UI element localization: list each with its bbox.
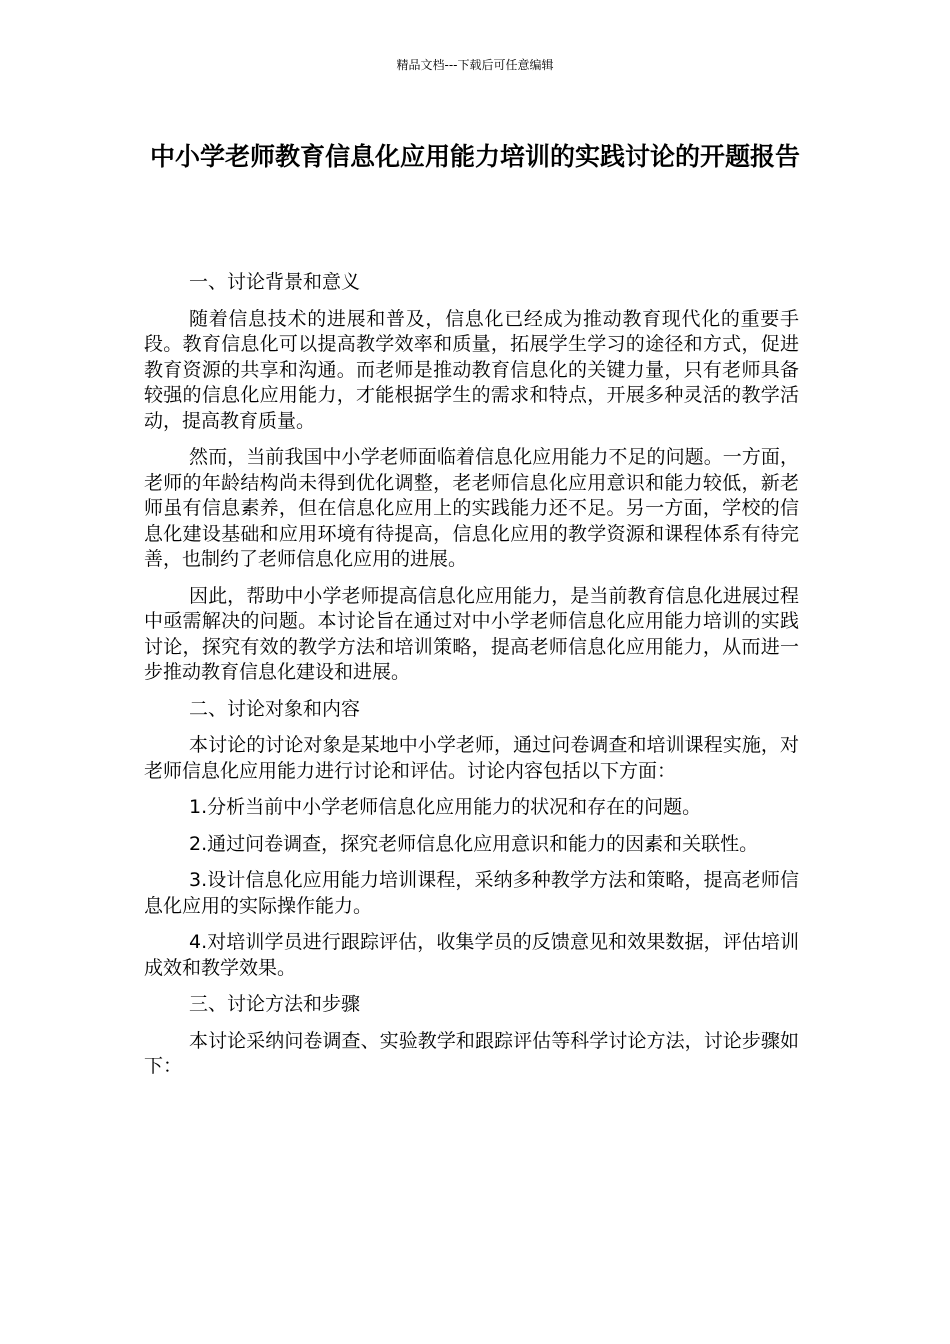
body-paragraph: 本讨论采纳问卷调查、实验教学和跟踪评估等科学讨论方法，讨论步骤如下： <box>144 1029 799 1077</box>
section-objects-content <box>144 697 799 982</box>
body-paragraph: 随着信息技术的进展和普及，信息化已经成为推动教育现代化的重要手段。教育信息化可以提高教学效率和质量，拓展学生学习的途径和方式，促进教育资源的共享和沟通。而老师是推动教育信息化的关键力量，只有老师具备较强的信息化应用能力，才能根据学生的需求和特点，开展多种灵活的教学活动，提高教育质量。 <box>144 307 799 432</box>
list-item: 4.对培训学员进行跟踪评估，收集学员的反馈意见和效果数据，评估培训成效和教学效果。 <box>144 931 799 979</box>
body-paragraph: 本讨论的讨论对象是某地中小学老师，通过问卷调查和培训课程实施，对老师信息化应用能力进行讨论和评估。讨论内容包括以下方面： <box>144 734 799 782</box>
header-note: 精品文档---下载后可任意编辑 <box>396 58 554 72</box>
section-methods-steps <box>144 992 799 1080</box>
document-title: 中小学老师教育信息化应用能力培训的实践讨论的开题报告 <box>149 142 800 171</box>
list-item: 2.通过问卷调查，探究老师信息化应用意识和能力的因素和关联性。 <box>189 832 759 855</box>
section-heading: 二、讨论对象和内容 <box>189 697 361 720</box>
section-background <box>144 270 799 686</box>
document-body <box>144 270 799 1091</box>
list-item: 1.分析当前中小学老师信息化应用能力的状况和存在的问题。 <box>189 796 702 818</box>
section-heading: 一、讨论背景和意义 <box>189 271 361 293</box>
list-item: 3.设计信息化应用能力培训课程，采纳多种教学方法和策略，提高老师信息化应用的实际操作能力。 <box>144 869 799 917</box>
body-paragraph: 因此，帮助中小学老师提高信息化应用能力，是当前教育信息化进展过程中亟需解决的问题。本讨论旨在通过对中小学老师信息化应用能力培训的实践讨论，探究有效的教学方法和培训策略，提高老师信息化应用能力，从而进一步推动教育信息化建设和进展。 <box>144 584 799 683</box>
section-heading: 三、讨论方法和步骤 <box>189 993 361 1015</box>
body-paragraph: 然而，当前我国中小学老师面临着信息化应用能力不足的问题。一方面，老师的年龄结构尚未得到优化调整，老老师信息化应用意识和能力较低，新老师虽有信息素养，但在信息化应用上的实践能力还不足。另一方面，学校的信息化建设基础和应用环境有待提高，信息化应用的教学资源和课程体系有待完善，也制约了老师信息化应用的进展。 <box>144 446 799 570</box>
